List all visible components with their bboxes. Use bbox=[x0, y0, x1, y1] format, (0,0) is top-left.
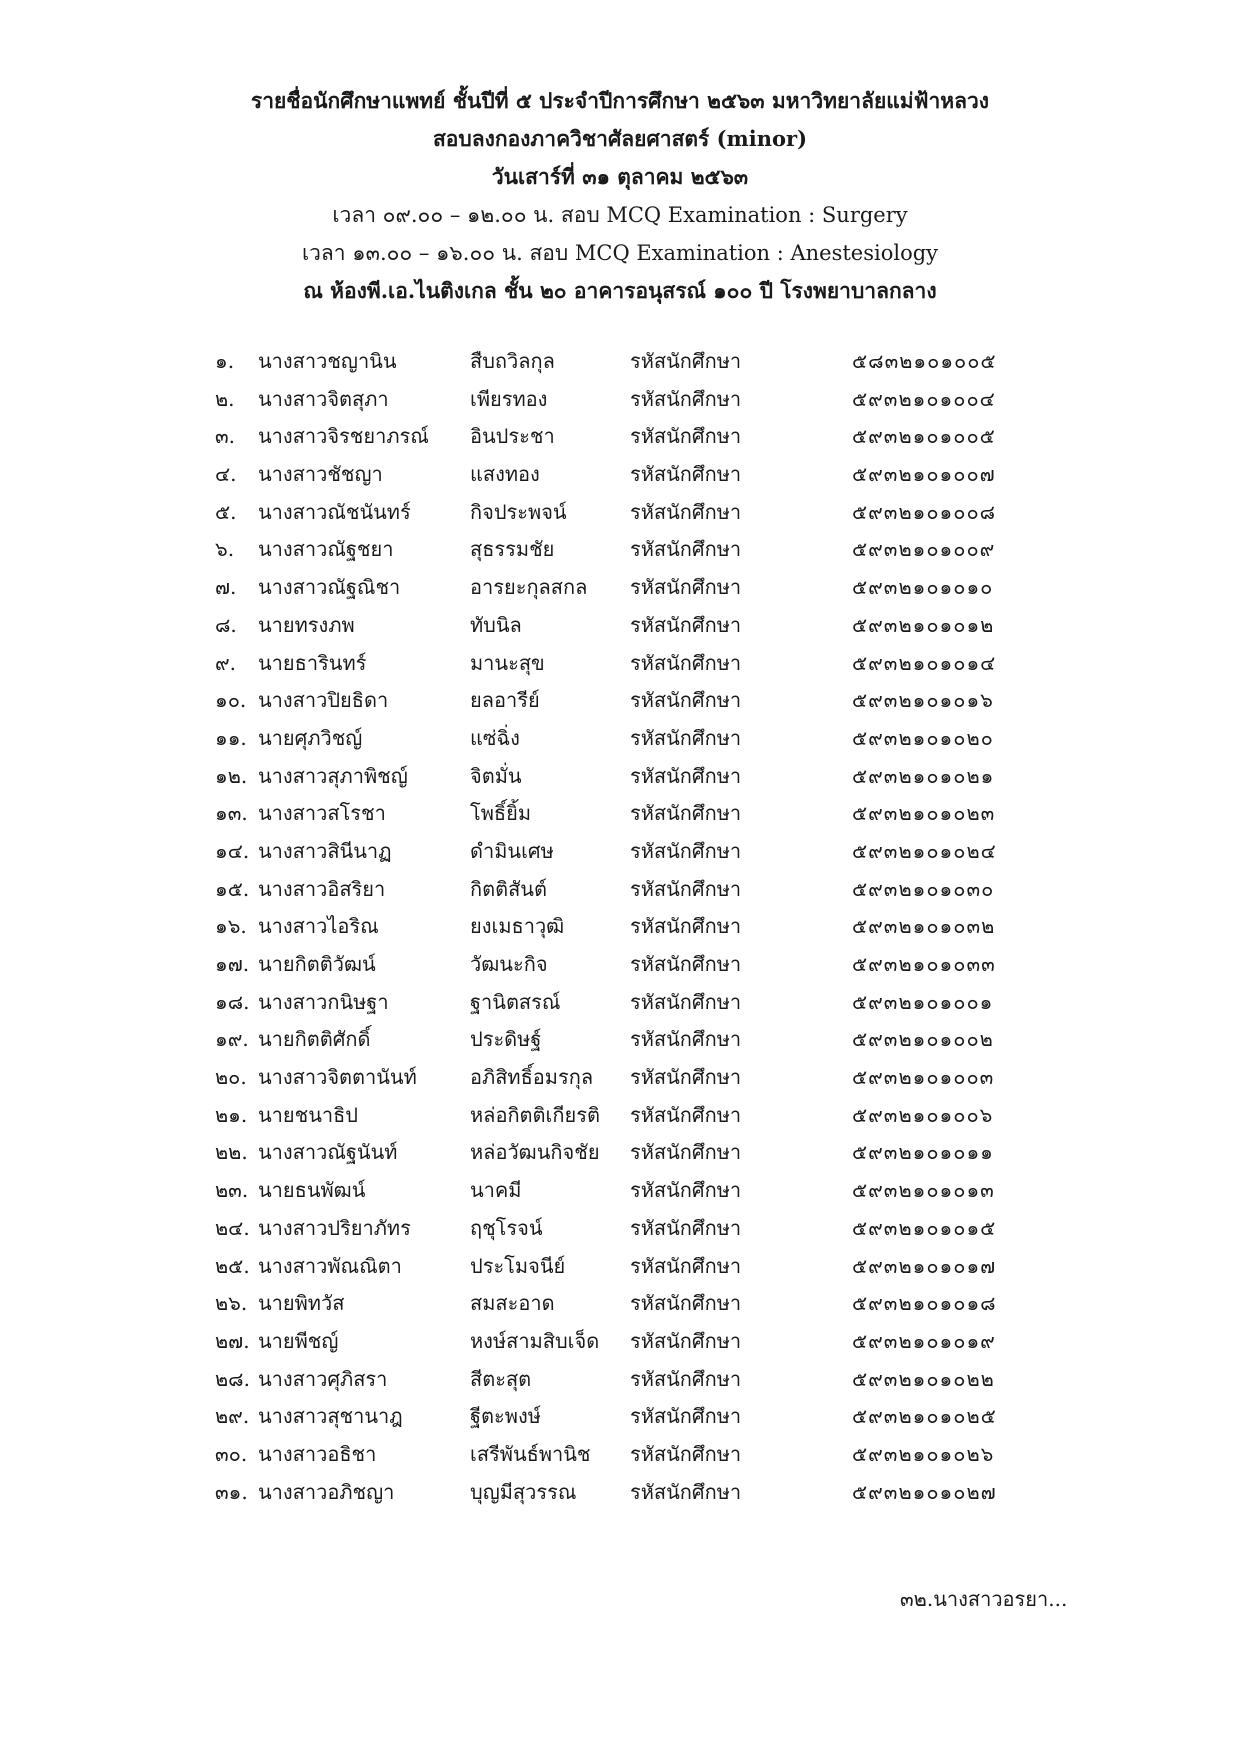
student-surname: กิจประพจน์ bbox=[470, 499, 567, 524]
student-surname: แซ่ฉิ่ง bbox=[470, 725, 520, 750]
exam-session-2: เวลา ๑๓.๐๐ – ๑๖.๐๐ น. สอบ MCQ Examination : Anestesiology bbox=[301, 241, 939, 265]
student-name: นางสาวจิตตานันท์ bbox=[258, 1065, 417, 1090]
student-name: นางสาวปิยธิดา bbox=[258, 688, 389, 713]
student-surname: สีตะสุต bbox=[470, 1366, 532, 1391]
student-name: นางสาวสโรชา bbox=[258, 801, 386, 826]
student-id: ๕๙๓๒๑๐๑๐๑๙ bbox=[852, 1328, 996, 1353]
student-id-label: รหัสนักศึกษา bbox=[630, 1328, 742, 1353]
student-name: นายธนพัฒน์ bbox=[258, 1178, 366, 1203]
student-id-label: รหัสนักศึกษา bbox=[630, 499, 742, 524]
student-surname: ฐานิตสรณ์ bbox=[470, 989, 561, 1014]
student-id-label: รหัสนักศึกษา bbox=[630, 1479, 742, 1504]
student-id-label: รหัสนักศึกษา bbox=[630, 914, 742, 939]
student-surname: บุญมีสุวรรณ bbox=[470, 1479, 577, 1504]
student-name: นางสาวชญานิน bbox=[258, 349, 397, 373]
student-id: ๕๙๓๒๑๐๑๐๑๗ bbox=[852, 1253, 997, 1278]
student-id-label: รหัสนักศึกษา bbox=[630, 725, 742, 750]
student-id: ๕๘๓๒๑๐๑๐๐๕ bbox=[852, 349, 997, 373]
student-number: ๓๑. bbox=[215, 1479, 248, 1504]
student-name: นางสาวสินีนาฏ bbox=[258, 838, 392, 863]
student-surname: ประโมจนีย์ bbox=[470, 1253, 566, 1278]
list-item bbox=[0, 1248, 1240, 1286]
student-surname: อภิสิทธิ์อมรกุล bbox=[470, 1065, 594, 1090]
list-item bbox=[0, 758, 1240, 796]
student-number: ๒๙. bbox=[215, 1404, 250, 1429]
student-number: ๒๐. bbox=[215, 1065, 247, 1090]
student-id: ๕๙๓๒๑๐๑๐๐๑ bbox=[852, 989, 994, 1014]
student-id: ๕๙๓๒๑๐๑๐๐๖ bbox=[852, 1102, 994, 1127]
list-item bbox=[0, 531, 1240, 569]
student-surname: ทับนิล bbox=[470, 612, 522, 637]
list-item bbox=[0, 456, 1240, 494]
student-id-label: รหัสนักศึกษา bbox=[630, 462, 742, 487]
student-number: ๔. bbox=[215, 462, 237, 487]
student-id: ๕๙๓๒๑๐๑๐๐๗ bbox=[852, 462, 996, 487]
student-id-label: รหัสนักศึกษา bbox=[630, 424, 742, 449]
list-item bbox=[0, 607, 1240, 645]
student-id-label: รหัสนักศึกษา bbox=[630, 349, 742, 373]
student-number: ๒๘. bbox=[215, 1366, 250, 1391]
student-number: ๑๙. bbox=[215, 1027, 249, 1052]
student-id: ๕๙๓๒๑๐๑๐๑๒ bbox=[852, 612, 995, 637]
student-number: ๑๒. bbox=[215, 763, 248, 788]
student-number: ๑๘. bbox=[215, 989, 250, 1014]
list-item bbox=[0, 1436, 1240, 1474]
student-id-label: รหัสนักศึกษา bbox=[630, 386, 742, 411]
student-name: นางสาวณัชนันทร์ bbox=[258, 499, 411, 524]
student-id: ๕๙๓๒๑๐๑๐๒๐ bbox=[852, 725, 994, 750]
list-item bbox=[0, 381, 1240, 419]
student-name: นางสาวอภิชญา bbox=[258, 1479, 395, 1504]
student-number: ๑๑. bbox=[215, 725, 247, 750]
student-name: นายกิตติศักดิ์ bbox=[258, 1027, 371, 1052]
student-number: ๒๔. bbox=[215, 1215, 250, 1240]
student-number: ๒๓. bbox=[215, 1178, 249, 1203]
student-name: นายชนาธิป bbox=[258, 1102, 358, 1127]
student-surname: อินประชา bbox=[470, 424, 555, 449]
student-name: นางสาวจิตสุภา bbox=[258, 386, 389, 411]
student-surname: ประดิษฐ์ bbox=[470, 1027, 542, 1052]
student-name: นางสาวอิสริยา bbox=[258, 876, 386, 901]
student-id-label: รหัสนักศึกษา bbox=[630, 989, 742, 1014]
student-id-label: รหัสนักศึกษา bbox=[630, 688, 742, 713]
list-item bbox=[0, 946, 1240, 984]
student-surname: ยลอารีย์ bbox=[470, 688, 540, 713]
student-id: ๕๙๓๒๑๐๑๐๓๓ bbox=[852, 952, 996, 976]
student-id: ๕๙๓๒๑๐๑๐๐๕ bbox=[852, 424, 996, 449]
student-id-label: รหัสนักศึกษา bbox=[630, 1102, 742, 1127]
student-number: ๑๖. bbox=[215, 914, 247, 939]
list-item bbox=[0, 908, 1240, 946]
list-item bbox=[0, 1172, 1240, 1210]
student-number: ๖. bbox=[215, 537, 235, 562]
student-name: นางสาวกนิษฐา bbox=[258, 989, 389, 1014]
exam-session-1: เวลา ๐๙.๐๐ – ๑๒.๐๐ น. สอบ MCQ Examination : Surgery bbox=[332, 203, 908, 227]
student-surname: วัฒนะกิจ bbox=[470, 952, 548, 976]
list-item bbox=[0, 795, 1240, 833]
student-surname: ยงเมธาวุฒิ bbox=[470, 914, 565, 939]
student-name: นายกิตติวัฒน์ bbox=[258, 952, 376, 976]
student-id: ๕๙๓๒๑๐๑๐๓๐ bbox=[852, 876, 995, 901]
list-item bbox=[0, 418, 1240, 456]
student-name: นางสาวสุชานาฎ bbox=[258, 1404, 403, 1429]
student-id: ๕๙๓๒๑๐๑๐๒๑ bbox=[852, 763, 995, 788]
list-item bbox=[0, 645, 1240, 683]
student-id-label: รหัสนักศึกษา bbox=[630, 876, 742, 901]
student-number: ๒๕. bbox=[215, 1253, 250, 1278]
student-id: ๕๙๓๒๑๐๑๐๐๓ bbox=[852, 1065, 995, 1090]
student-id-label: รหัสนักศึกษา bbox=[630, 1441, 742, 1466]
student-id-label: รหัสนักศึกษา bbox=[630, 1291, 742, 1316]
student-name: นางสาวปริยาภัทร bbox=[258, 1215, 411, 1240]
list-item bbox=[0, 1323, 1240, 1361]
student-surname: สืบถวิลกุล bbox=[470, 349, 555, 373]
list-item bbox=[0, 833, 1240, 871]
student-id-label: รหัสนักศึกษา bbox=[630, 1253, 742, 1278]
student-id-label: รหัสนักศึกษา bbox=[630, 1065, 742, 1090]
student-number: ๓. bbox=[215, 424, 236, 449]
student-name: นางสาวณัฐณิชา bbox=[258, 575, 401, 600]
student-id: ๕๙๓๒๑๐๑๐๐๙ bbox=[852, 537, 996, 562]
page-title: รายชื่อนักศึกษาแพทย์ ชั้นปีที่ ๕ ประจำปีการศึกษา ๒๕๖๓ มหาวิทยาลัยแม่ฟ้าหลวง bbox=[250, 88, 990, 113]
student-id: ๕๙๓๒๑๐๑๐๑๔ bbox=[852, 650, 997, 675]
student-id-label: รหัสนักศึกษา bbox=[630, 612, 742, 637]
student-number: ๑๕. bbox=[215, 876, 250, 901]
student-name: นางสาวอธิชา bbox=[258, 1441, 377, 1466]
student-surname: โพธิ์ยิ้ม bbox=[470, 801, 532, 826]
list-item bbox=[0, 871, 1240, 909]
student-number: ๑๗. bbox=[215, 952, 250, 976]
student-surname: แสงทอง bbox=[470, 462, 540, 487]
student-id-label: รหัสนักศึกษา bbox=[630, 838, 742, 863]
student-id-label: รหัสนักศึกษา bbox=[630, 763, 742, 788]
student-surname: จิตมั่น bbox=[470, 763, 522, 788]
student-name: นางสาวจิรชยาภรณ์ bbox=[258, 424, 429, 449]
student-id-label: รหัสนักศึกษา bbox=[630, 1027, 742, 1052]
student-number: ๒๖. bbox=[215, 1291, 248, 1316]
student-name: นายศุภวิชญ์ bbox=[258, 725, 363, 750]
student-surname: หล่อกิตติเกียรติ bbox=[470, 1102, 600, 1127]
list-item bbox=[0, 569, 1240, 607]
list-item bbox=[0, 1285, 1240, 1323]
student-id-label: รหัสนักศึกษา bbox=[630, 537, 742, 562]
list-item bbox=[0, 1134, 1240, 1172]
list-item bbox=[0, 682, 1240, 720]
student-surname: มานะสุข bbox=[470, 650, 545, 675]
list-item bbox=[0, 1059, 1240, 1097]
student-surname: สมสะอาด bbox=[470, 1291, 555, 1316]
student-surname: ฐีตะพงษ์ bbox=[470, 1404, 541, 1429]
exam-location: ณ ห้องพี.เอ.ไนติงเกล ชั้น ๒๐ อาคารอนุสรณ์ ๑๐๐ ปี โรงพยาบาลกลาง bbox=[303, 278, 937, 303]
student-id-label: รหัสนักศึกษา bbox=[630, 801, 742, 826]
student-name: นางสาวชัชญา bbox=[258, 462, 383, 487]
student-number: ๑๓. bbox=[215, 801, 248, 826]
student-number: ๘. bbox=[215, 612, 237, 637]
student-id: ๕๙๓๒๑๐๑๐๒๓ bbox=[852, 801, 996, 826]
list-item bbox=[0, 343, 1240, 381]
student-name: นายพีชญ์ bbox=[258, 1328, 339, 1353]
student-id: ๕๙๓๒๑๐๑๐๑๘ bbox=[852, 1291, 997, 1316]
student-id-label: รหัสนักศึกษา bbox=[630, 650, 742, 675]
student-id-label: รหัสนักศึกษา bbox=[630, 1178, 742, 1203]
student-name: นายทรงภพ bbox=[258, 612, 355, 637]
student-surname: อารยะกุลสกล bbox=[470, 575, 588, 600]
list-item bbox=[0, 1361, 1240, 1399]
student-id: ๕๙๓๒๑๐๑๐๐๔ bbox=[852, 386, 996, 411]
student-id-label: รหัสนักศึกษา bbox=[630, 952, 742, 976]
student-surname: หงษ์สามสิบเจ็ด bbox=[470, 1328, 600, 1353]
student-name: นางสาวสุภาพิชญ์ bbox=[258, 763, 408, 788]
student-id: ๕๙๓๒๑๐๑๐๒๔ bbox=[852, 838, 997, 863]
list-item bbox=[0, 1398, 1240, 1436]
student-number: ๓๐. bbox=[215, 1441, 248, 1466]
student-number: ๑๔. bbox=[215, 838, 250, 863]
list-item bbox=[0, 1097, 1240, 1135]
list-item bbox=[0, 494, 1240, 532]
student-number: ๗. bbox=[215, 575, 237, 600]
student-id-label: รหัสนักศึกษา bbox=[630, 1366, 742, 1391]
student-name: นางสาวณัฐชยา bbox=[258, 537, 394, 562]
student-id: ๕๙๓๒๑๐๑๐๐๒ bbox=[852, 1027, 994, 1052]
list-item bbox=[0, 1474, 1240, 1512]
student-id: ๕๙๓๒๑๐๑๐๒๖ bbox=[852, 1441, 995, 1466]
student-id-label: รหัสนักศึกษา bbox=[630, 1215, 742, 1240]
student-id: ๕๙๓๒๑๐๑๐๑๓ bbox=[852, 1178, 995, 1203]
student-number: ๒๗. bbox=[215, 1328, 250, 1353]
student-name: นางสาวณัฐนันท์ bbox=[258, 1140, 398, 1165]
student-id: ๕๙๓๒๑๐๑๐๒๒ bbox=[852, 1366, 995, 1391]
student-name: นายธารินทร์ bbox=[258, 650, 367, 675]
student-number: ๙. bbox=[215, 650, 237, 675]
student-id: ๕๙๓๒๑๐๑๐๒๕ bbox=[852, 1404, 997, 1429]
page-subtitle: สอบลงกองภาควิชาศัลยศาสตร์ (minor) bbox=[432, 126, 808, 151]
student-number: ๕. bbox=[215, 499, 237, 524]
student-surname: เพียรทอง bbox=[470, 386, 548, 411]
student-surname: หล่อวัฒนกิจชัย bbox=[470, 1140, 600, 1165]
student-id: ๕๙๓๒๑๐๑๐๓๒ bbox=[852, 914, 996, 939]
student-name: นางสาวพัณณิตา bbox=[258, 1253, 402, 1278]
student-name: นางสาวศุภิสรา bbox=[258, 1366, 388, 1391]
student-number: ๒๒. bbox=[215, 1140, 248, 1165]
list-item bbox=[0, 984, 1240, 1022]
student-roster bbox=[0, 343, 1240, 1511]
list-item bbox=[0, 1210, 1240, 1248]
student-id-label: รหัสนักศึกษา bbox=[630, 1404, 742, 1429]
exam-date: วันเสาร์ที่ ๓๑ ตุลาคม ๒๕๖๓ bbox=[491, 164, 749, 189]
student-number: ๒. bbox=[215, 386, 235, 411]
student-id-label: รหัสนักศึกษา bbox=[630, 575, 742, 600]
student-surname: ฤชุโรจน์ bbox=[470, 1215, 543, 1240]
student-number: ๑๐. bbox=[215, 688, 247, 713]
student-surname: ดำมินเศษ bbox=[470, 838, 554, 863]
student-surname: เสรีพันธ์พานิช bbox=[470, 1441, 591, 1466]
student-surname: นาคมี bbox=[470, 1178, 522, 1203]
student-id: ๕๙๓๒๑๐๑๐๑๖ bbox=[852, 688, 994, 713]
student-surname: กิตติสันต์ bbox=[470, 876, 547, 901]
document-header bbox=[120, 82, 1120, 310]
list-item bbox=[0, 720, 1240, 758]
student-id: ๕๙๓๒๑๐๑๐๑๑ bbox=[852, 1140, 994, 1165]
student-id: ๕๙๓๒๑๐๑๐๑๕ bbox=[852, 1215, 997, 1240]
student-name: นายพิทวัส bbox=[258, 1291, 345, 1316]
student-id: ๕๙๓๒๑๐๑๐๒๗ bbox=[852, 1479, 997, 1504]
student-number: ๒๑. bbox=[215, 1102, 248, 1127]
list-item bbox=[0, 1021, 1240, 1059]
student-id-label: รหัสนักศึกษา bbox=[630, 1140, 742, 1165]
student-id: ๕๙๓๒๑๐๑๐๑๐ bbox=[852, 575, 994, 600]
student-name: นางสาวไอริณ bbox=[258, 914, 379, 939]
continued-note: ๓๒.นางสาวอรยา... bbox=[900, 1587, 1068, 1611]
student-surname: สุธรรมชัย bbox=[470, 537, 555, 562]
student-id: ๕๙๓๒๑๐๑๐๐๘ bbox=[852, 499, 997, 524]
student-number: ๑. bbox=[215, 349, 235, 373]
